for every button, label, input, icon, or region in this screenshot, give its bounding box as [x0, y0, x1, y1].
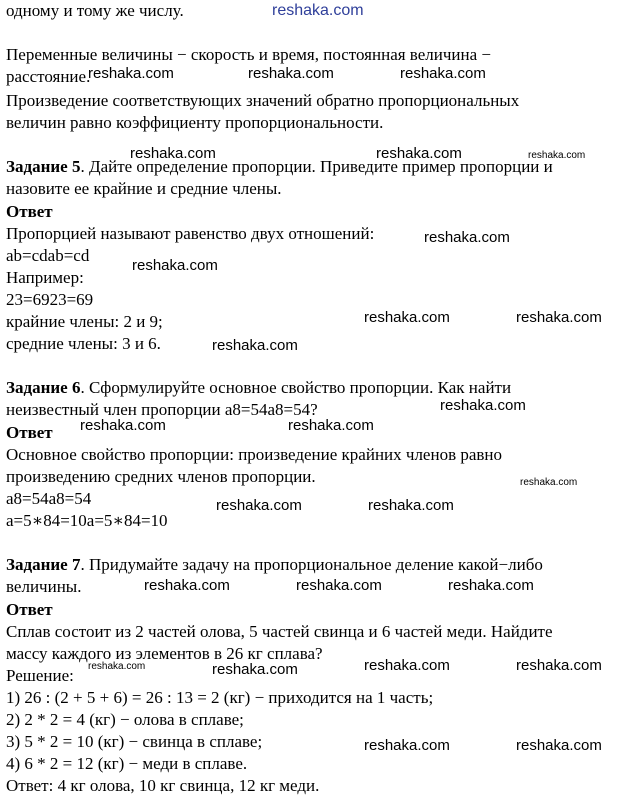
text-line: Переменные величины − скорость и время, постоянная величина − — [6, 45, 491, 64]
text-line: 2) 2 * 2 = 4 (кг) − олова в сплаве; — [6, 710, 244, 729]
text-line: 23=6923=69 — [6, 290, 94, 309]
text-line: ab=cdab=cd — [6, 246, 90, 265]
watermark: reshaka.com — [80, 417, 166, 434]
watermark: reshaka.com — [248, 65, 334, 82]
watermark: reshaka.com — [132, 257, 218, 274]
text-line: расстояние. — [6, 67, 91, 86]
watermark: reshaka.com — [448, 577, 534, 594]
watermark: reshaka.com — [288, 417, 374, 434]
text-line: a=5∗84=10a=5∗84=10 — [6, 511, 168, 530]
watermark: reshaka.com — [216, 497, 302, 514]
watermark: reshaka.com — [212, 661, 298, 678]
watermark: reshaka.com — [88, 65, 174, 82]
text-line: Пропорцией называют равенство двух отношений: — [6, 224, 375, 243]
task-6-question — [6, 377, 511, 399]
watermark: reshaka.com — [130, 145, 216, 162]
watermark: reshaka.com — [296, 577, 382, 594]
task-7-text: . Придумайте задачу на пропорциональное деление какой−либо — [80, 555, 543, 574]
watermark: reshaka.com — [364, 737, 450, 754]
text-line: крайние члены: 2 и 9; — [6, 312, 163, 331]
text-line: a8=54a8=54 — [6, 489, 92, 508]
watermark: reshaka.com — [212, 337, 298, 354]
watermark: reshaka.com — [144, 577, 230, 594]
watermark: reshaka.com — [272, 2, 364, 19]
watermark: reshaka.com — [516, 657, 602, 674]
watermark: reshaka.com — [528, 150, 586, 161]
text-line: неизвестный член пропорции a8=54a8=54? — [6, 400, 318, 419]
watermark: reshaka.com — [440, 397, 526, 414]
text-line: Основное свойство пропорции: произведение крайних членов равно — [6, 445, 503, 464]
answer-heading: Ответ — [6, 202, 53, 221]
task-7-question — [6, 554, 543, 576]
task-6-text: . Сформулируйте основное свойство пропорции. Как найти — [80, 378, 512, 397]
text-line: Ответ: 4 кг олова, 10 кг свинца, 12 кг меди. — [6, 776, 320, 795]
watermark: reshaka.com — [364, 309, 450, 326]
text-line: величин равно коэффициенту пропорциональности. — [6, 113, 384, 132]
watermark: reshaka.com — [516, 309, 602, 326]
answer-heading: Ответ — [6, 600, 53, 619]
task-5-question — [6, 156, 553, 178]
watermark: reshaka.com — [88, 661, 146, 672]
task-5-text: . Дайте определение пропорции. Приведите пример пропорции и — [80, 157, 553, 176]
text-line: Сплав состоит из 2 частей олова, 5 частей свинца и 6 частей меди. Найдите — [6, 622, 553, 641]
watermark: reshaka.com — [376, 145, 462, 162]
text-line: средние члены: 3 и 6. — [6, 334, 161, 353]
text-line: одному и тому же числу. — [6, 1, 184, 20]
text-line: произведению средних членов пропорции. — [6, 467, 316, 486]
task-7-heading: Задание 7 — [6, 555, 81, 574]
watermark: reshaka.com — [516, 737, 602, 754]
watermark: reshaka.com — [520, 477, 578, 488]
watermark: reshaka.com — [400, 65, 486, 82]
text-line: назовите ее крайние и средние члены. — [6, 179, 282, 198]
text-line: массу каждого из элементов в 26 кг сплава? — [6, 644, 323, 663]
text-line: Решение: — [6, 666, 74, 685]
text-line: 1) 26 : (2 + 5 + 6) = 26 : 13 = 2 (кг) − приходится на 1 часть; — [6, 688, 434, 707]
answer-heading: Ответ — [6, 423, 53, 442]
text-line: Например: — [6, 268, 84, 287]
task-5-heading: Задание 5 — [6, 157, 81, 176]
text-line: величины. — [6, 577, 82, 596]
watermark: reshaka.com — [364, 657, 450, 674]
text-line: 4) 6 * 2 = 12 (кг) − меди в сплаве. — [6, 754, 248, 773]
text-line: Произведение соответствующих значений обратно пропорциональных — [6, 91, 520, 110]
watermark: reshaka.com — [368, 497, 454, 514]
task-6-heading: Задание 6 — [6, 378, 81, 397]
text-line: 3) 5 * 2 = 10 (кг) − свинца в сплаве; — [6, 732, 263, 751]
watermark: reshaka.com — [424, 229, 510, 246]
